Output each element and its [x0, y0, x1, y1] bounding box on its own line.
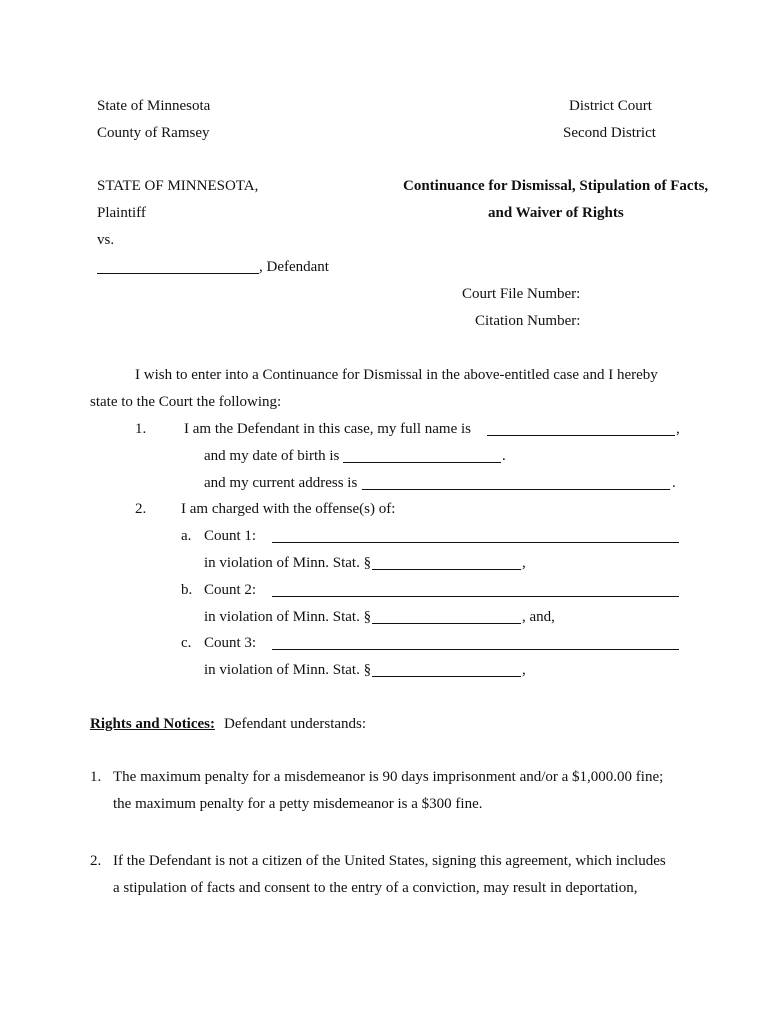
count-a-label: Count 1: — [204, 528, 257, 544]
count-a-offense-field[interactable] — [272, 542, 679, 543]
citation-number-label: Citation Number: — [475, 313, 581, 329]
rights-item2-line1: If the Defendant is not a citizen of the United States, signing this agreement, which includes — [113, 853, 666, 869]
document-title-line1: Continuance for Dismissal, Stipulation of Facts, — [403, 178, 709, 194]
count-b-statute-end: , and, — [522, 609, 555, 625]
rights-intro: Defendant understands: — [224, 716, 367, 732]
count-b-statute-label: in violation of Minn. Stat. § — [204, 609, 372, 625]
count-c-statute-label: in violation of Minn. Stat. § — [204, 662, 372, 678]
count-c-offense-field[interactable] — [272, 649, 679, 650]
rights-item1-line1: The maximum penalty for a misdemeanor is 90 days imprisonment and/or a $1,000.00 fine; — [113, 769, 664, 785]
count-c-label: Count 3: — [204, 635, 257, 651]
intro-line2: state to the Court the following: — [90, 394, 282, 410]
versus-label: vs. — [97, 232, 115, 248]
date-of-birth-field[interactable] — [343, 462, 501, 463]
rights-item2-number: 2. — [90, 853, 102, 869]
plaintiff-name: STATE OF MINNESOTA, — [97, 178, 259, 194]
item1-number: 1. — [135, 421, 147, 437]
plaintiff-role: Plaintiff — [97, 205, 146, 221]
county-label: County of Ramsey — [97, 125, 210, 141]
count-c-statute-end: , — [522, 662, 526, 678]
rights-item1-line2: the maximum penalty for a petty misdemeanor is a $300 fine. — [113, 796, 483, 812]
defendant-name-field[interactable] — [97, 273, 259, 274]
full-name-label: I am the Defendant in this case, my full name is — [184, 421, 471, 437]
count-c-statute-field[interactable] — [372, 676, 521, 677]
defendant-label: , Defendant — [259, 259, 329, 275]
count-b-statute-field[interactable] — [372, 623, 521, 624]
item2-number: 2. — [135, 501, 147, 517]
court-file-number-label: Court File Number: — [462, 286, 581, 302]
count-a-statute-label: in violation of Minn. Stat. § — [204, 555, 372, 571]
rights-item1-number: 1. — [90, 769, 102, 785]
address-end: . — [672, 475, 676, 491]
rights-heading: Rights and Notices: — [90, 716, 216, 732]
date-of-birth-end: . — [502, 448, 506, 464]
address-label: and my current address is — [204, 475, 358, 491]
count-c-letter: c. — [181, 635, 192, 651]
full-name-end: , — [676, 421, 680, 437]
state-label: State of Minnesota — [97, 98, 211, 114]
intro-line1: I wish to enter into a Continuance for Dismissal in the above-entitled case and I hereby — [135, 367, 658, 383]
rights-item2-line2: a stipulation of facts and consent to the entry of a conviction, may result in deportation, — [113, 880, 638, 896]
district-label: Second District — [563, 125, 656, 141]
court-label: District Court — [569, 98, 652, 114]
count-b-offense-field[interactable] — [272, 596, 679, 597]
count-a-letter: a. — [181, 528, 192, 544]
offenses-label: I am charged with the offense(s) of: — [181, 501, 396, 517]
count-a-statute-field[interactable] — [372, 569, 521, 570]
count-b-label: Count 2: — [204, 582, 257, 598]
count-b-letter: b. — [181, 582, 193, 598]
date-of-birth-label: and my date of birth is — [204, 448, 340, 464]
address-field[interactable] — [362, 489, 670, 490]
count-a-statute-end: , — [522, 555, 526, 571]
full-name-field[interactable] — [487, 435, 675, 436]
document-title-line2: and Waiver of Rights — [488, 205, 624, 221]
